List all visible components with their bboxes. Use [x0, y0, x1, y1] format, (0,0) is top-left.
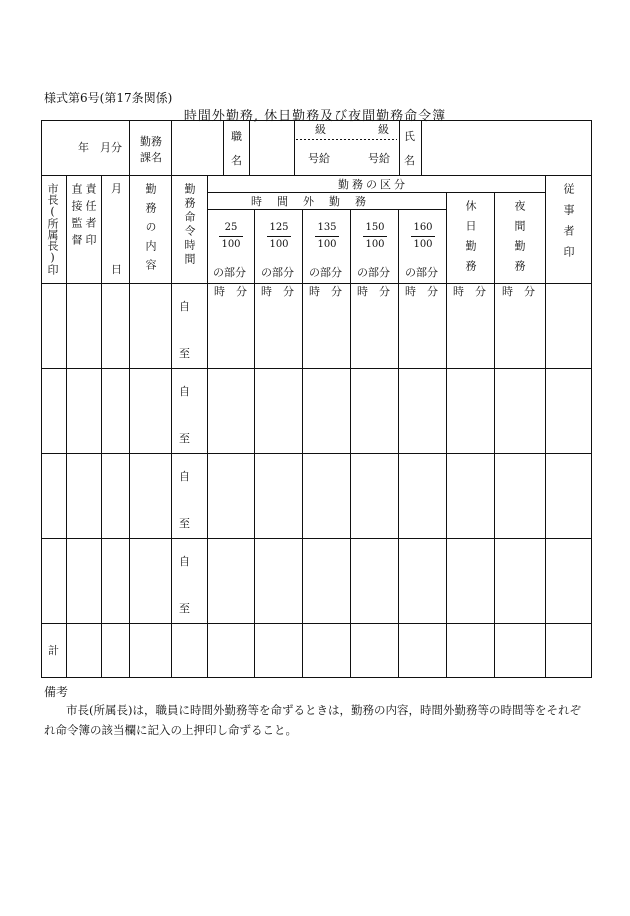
- night-header: 夜間勤務: [513, 200, 526, 280]
- day-header: 日: [111, 263, 122, 276]
- from-marker: 自: [179, 555, 190, 568]
- category-header: 勤務の区分: [338, 178, 408, 191]
- from-marker: 自: [179, 385, 190, 398]
- overtime-header: 時 間 外 勤 務: [251, 195, 368, 208]
- to-marker: 至: [179, 347, 190, 360]
- time-unit-label: 時 分: [502, 285, 535, 298]
- time-unit-label: 時 分: [261, 285, 294, 298]
- to-marker: 至: [179, 517, 190, 530]
- rate-150: 150 100: [361, 222, 389, 251]
- month-header: 月: [111, 182, 122, 195]
- time-unit-label: 時 分: [309, 285, 342, 298]
- time-unit-label: 時 分: [405, 285, 438, 298]
- step-label-1: 号給: [308, 152, 330, 165]
- supervisor-header-2: 責任者印: [84, 183, 97, 251]
- form-number-caption: 様式第6号(第17条関係): [44, 91, 173, 105]
- rate-160: 160 100: [409, 222, 437, 251]
- rate-125: 125 100: [265, 222, 293, 251]
- notes-body: 市長(所属長)は，職員に時間外勤務等を命ずるときは，勤務の内容，時間外勤務等の時間等をそれぞれ命令簿の該当欄に記入の上押印し命ずること。: [44, 703, 581, 737]
- dept-label-2: 課名: [140, 151, 162, 164]
- time-unit-label: 時 分: [214, 285, 247, 298]
- order-time-header: 勤務命令時間: [183, 183, 196, 267]
- portion-label: の部分: [405, 266, 438, 279]
- grade-label-1: 級: [315, 123, 326, 136]
- holiday-header: 休日勤務: [464, 200, 477, 280]
- step-label-2: 号給: [368, 152, 390, 165]
- rate-25: 25 100: [217, 222, 245, 251]
- name-label-1: 氏: [404, 130, 415, 143]
- to-marker: 至: [179, 602, 190, 615]
- year-month-label: 年 月分: [78, 141, 122, 154]
- worker-seal-header: 従事者印: [562, 183, 575, 267]
- to-marker: 至: [179, 432, 190, 445]
- from-marker: 自: [179, 300, 190, 313]
- dept-label-1: 勤務: [140, 135, 162, 148]
- form-title: 時間外勤務, 休日勤務及び夜間勤務命令簿: [183, 109, 447, 124]
- position-label-2: 名: [231, 154, 242, 167]
- grade-label-2: 級: [378, 123, 389, 136]
- position-label-1: 職: [231, 130, 242, 143]
- mayor-seal-header: 市長(所属長)印: [46, 183, 59, 275]
- notes-heading: 備考: [44, 685, 69, 699]
- total-label: 計: [48, 644, 59, 657]
- time-unit-label: 時 分: [357, 285, 390, 298]
- name-label-2: 名: [404, 154, 415, 167]
- portion-label: の部分: [261, 266, 294, 279]
- portion-label: の部分: [357, 266, 390, 279]
- content-header: 勤務の内容: [144, 183, 157, 278]
- supervisor-header-1: 直接監督: [70, 183, 83, 251]
- time-unit-label: 時 分: [453, 285, 486, 298]
- portion-label: の部分: [213, 266, 246, 279]
- from-marker: 自: [179, 470, 190, 483]
- rate-135: 135 100: [313, 222, 341, 251]
- portion-label: の部分: [309, 266, 342, 279]
